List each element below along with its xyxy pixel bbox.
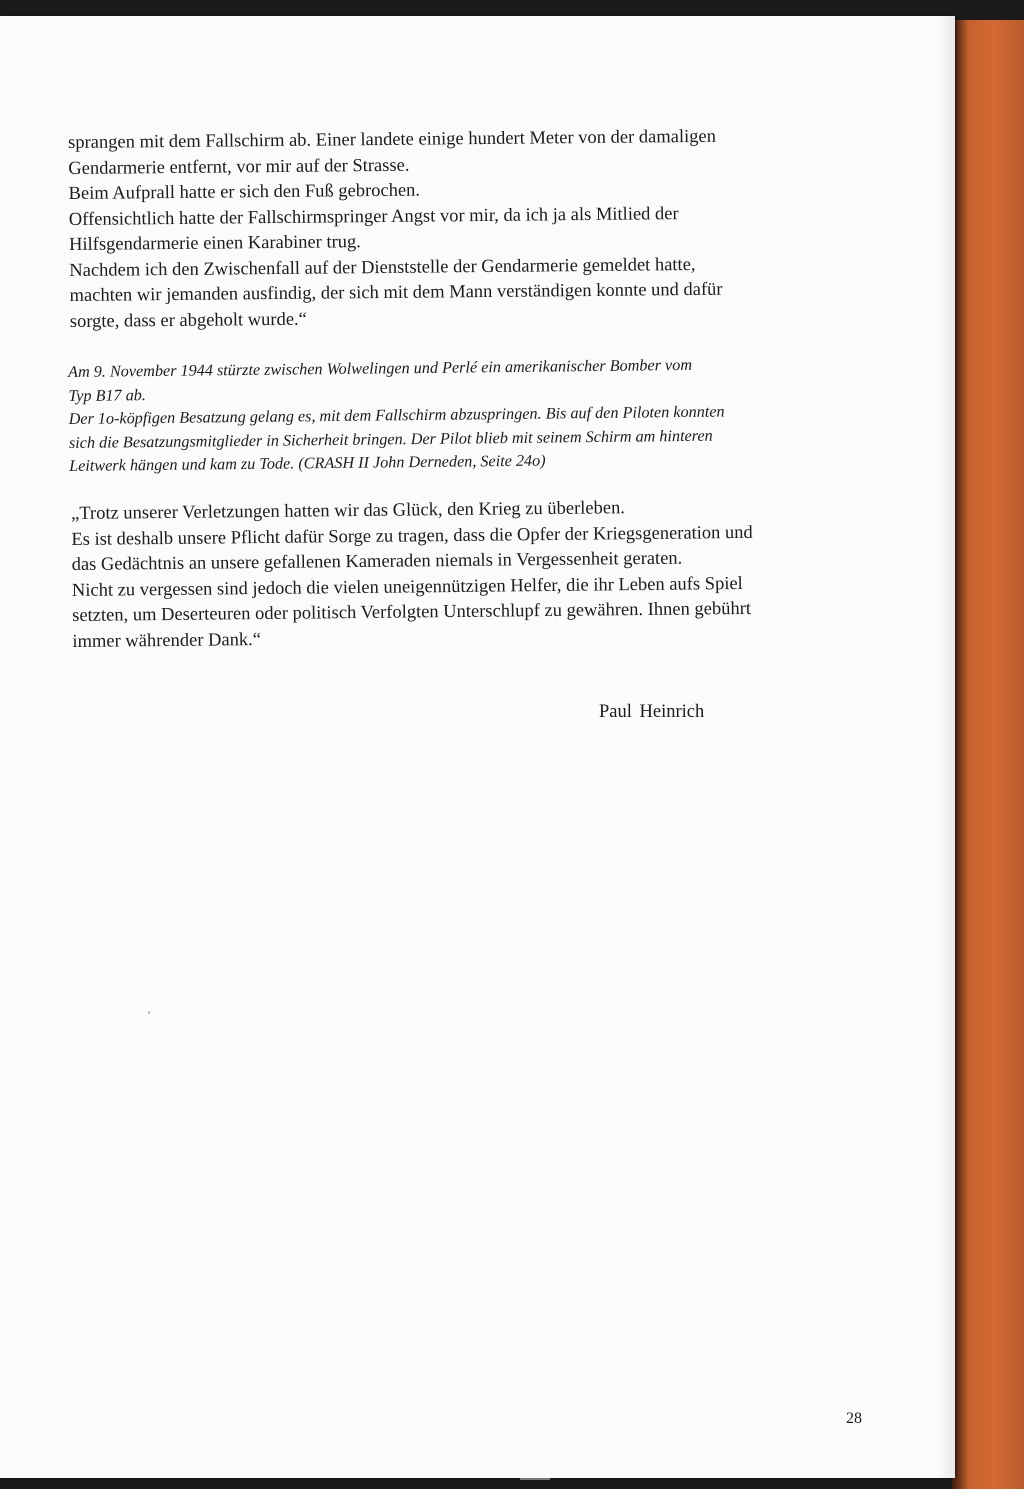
text-line: das Gedächtnis an unsere gefallenen Kameraden niemals in Vergessenheit geraten. bbox=[71, 548, 683, 575]
text-line: „Trotz unserer Verletzungen hatten wir das Glück, den Krieg zu überleben. bbox=[71, 498, 625, 524]
scan-mark bbox=[520, 1478, 550, 1480]
scan-speck bbox=[148, 1011, 150, 1014]
italic-note-bomber-crash bbox=[68, 352, 859, 478]
text-line: Nachdem ich den Zwischenfall auf der Dienststelle der Gendarmerie gemeldet hatte, bbox=[69, 254, 696, 281]
text-line: Nicht zu vergessen sind jedoch die vielen uneigennützigen Helfer, die ihr Leben aufs Spiel bbox=[71, 573, 743, 601]
text-line: Beim Aufprall hatte er sich den Fuß gebrochen. bbox=[68, 180, 421, 204]
text-line: setzten, um Deserteuren oder politisch Verfolgten Unterschlupf zu gewähren. Ihnen gebührt bbox=[72, 598, 752, 626]
text-line: Gendarmerie entfernt, vor mir auf der Strasse. bbox=[68, 155, 410, 179]
paragraph-parachute-landing bbox=[68, 124, 850, 335]
text-line: Offensichtlich hatte der Fallschirmspringer Angst vor mir, da ich ja als Mitlied der bbox=[68, 203, 679, 230]
text-line: immer währender Dank.“ bbox=[72, 629, 262, 652]
text-line: Es ist deshalb unsere Pflicht dafür Sorge zu tragen, dass die Opfer der Kriegsgeneration und bbox=[71, 522, 753, 550]
text-line: machten wir jemanden ausfindig, der sich mit dem Mann verständigen konnte und dafür bbox=[69, 279, 723, 306]
italic-line: Der 1o-köpfigen Besatzung gelang es, mit dem Fallschirm abzuspringen. Bis auf den Piloten konnten bbox=[68, 402, 725, 428]
italic-line: Am 9. November 1944 stürzte zwischen Wolwelingen und Perlé ein amerikanischer Bomber vom bbox=[68, 355, 693, 381]
italic-line: Leitwerk hängen und kam zu Tode. (CRASH II John Derneden, Seite 24o) bbox=[69, 451, 546, 475]
page-fold-shading bbox=[938, 16, 955, 1478]
italic-line: sich die Besatzungsmitglieder in Sicherheit bringen. Der Pilot blieb mit seinem Schirm am hinteren bbox=[68, 426, 713, 452]
text-line: sorgte, dass er abgeholt wurde.“ bbox=[69, 309, 307, 332]
text-line: sprangen mit dem Fallschirm ab. Einer landete einige hundert Meter von der damaligen bbox=[68, 126, 716, 153]
italic-line: Typ B17 ab. bbox=[68, 385, 146, 405]
text-line: Hilfsgendarmerie einen Karabiner trug. bbox=[68, 232, 361, 255]
page-number: 28 bbox=[846, 1410, 862, 1427]
author-signature: Paul Heinrich bbox=[599, 702, 705, 722]
paragraph-closing-quote bbox=[71, 494, 853, 655]
